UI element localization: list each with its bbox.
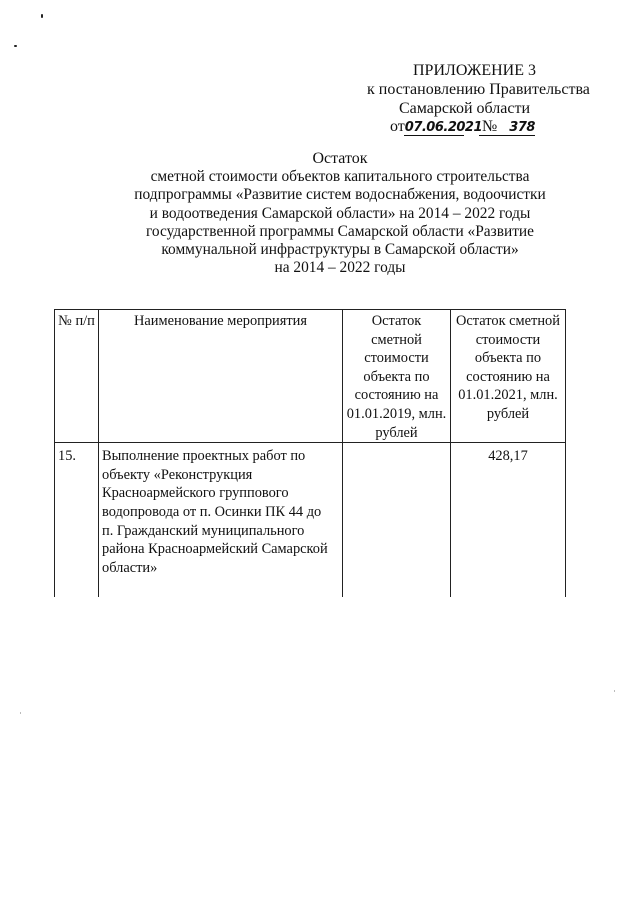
title-line: и водоотведения Самарской области» на 2014 – 2022 годы: [149, 204, 531, 222]
header-line: Остаток сметной: [456, 313, 560, 329]
title-line: подпрограммы «Развитие систем водоснабжения, водоочистки: [134, 186, 546, 204]
handwritten-date: 07.06.2021: [404, 120, 483, 135]
header-remainder-2019: [343, 310, 451, 443]
header-line: состоянию на: [466, 368, 550, 385]
appendix-title: ПРИЛОЖЕНИЕ 3: [413, 62, 537, 79]
header-number: № п/п: [55, 310, 99, 443]
name-line: Красноармейского группового: [102, 485, 289, 502]
header-activity-name: Наименование мероприятия: [99, 310, 343, 443]
appendix-region-line: Самарской области: [399, 100, 530, 117]
appendix-date-line: [390, 118, 535, 136]
cost-remainder-table: [54, 309, 566, 597]
title-line: коммунальной инфраструктуры в Самарской области»: [161, 241, 519, 259]
row-activity-name: [99, 443, 343, 598]
header-line: Остаток: [371, 313, 422, 329]
scan-artifact-speck: [20, 712, 21, 714]
row-remainder-2019: [343, 443, 451, 598]
date-prefix: от: [390, 118, 405, 135]
header-line: 01.01.2021, млн.: [458, 387, 558, 404]
table-header-row: [55, 310, 566, 443]
scan-artifact-mark: [41, 14, 43, 18]
header-line: стоимости: [475, 331, 541, 348]
title-line: на 2014 – 2022 годы: [274, 259, 406, 277]
name-line: района Красноармейский Самарской: [102, 541, 328, 558]
header-line: объекта по: [474, 350, 542, 367]
scan-artifact-mark: [14, 45, 17, 47]
header-line: рублей: [375, 424, 418, 441]
name-line: Выполнение проектных работ по: [102, 448, 306, 465]
handwritten-number: 378: [509, 120, 535, 135]
header-remainder-2021: [451, 310, 566, 443]
header-line: рублей: [486, 405, 530, 422]
title-line: государственной программы Самарской области «Развитие: [146, 222, 534, 240]
header-line: 01.01.2019, млн.: [346, 405, 447, 422]
number-prefix: №: [482, 118, 498, 135]
row-number: 15.: [55, 443, 99, 598]
header-line: объекта по: [363, 368, 430, 385]
header-line: сметной: [371, 331, 422, 348]
title-line: сметной стоимости объектов капитального строительства: [150, 168, 530, 186]
document-title: [100, 150, 580, 277]
row-remainder-2021: 428,17: [451, 443, 566, 598]
header-line: стоимости: [364, 350, 429, 367]
appendix-resolution-line: к постановлению Правительства: [367, 81, 590, 98]
name-line: области»: [102, 559, 158, 576]
name-line: п. Гражданский муниципального: [102, 522, 305, 539]
document-heading: Остаток: [312, 150, 368, 167]
number-underline: [479, 135, 535, 136]
name-line: объекту «Реконструкция: [102, 466, 253, 483]
name-line: водопровода от п. Осинки ПК 44 до: [102, 503, 322, 520]
table-row: [55, 443, 566, 598]
header-line: состоянию на: [354, 387, 439, 404]
scan-artifact-speck: [614, 690, 615, 692]
date-underline: [404, 135, 464, 136]
